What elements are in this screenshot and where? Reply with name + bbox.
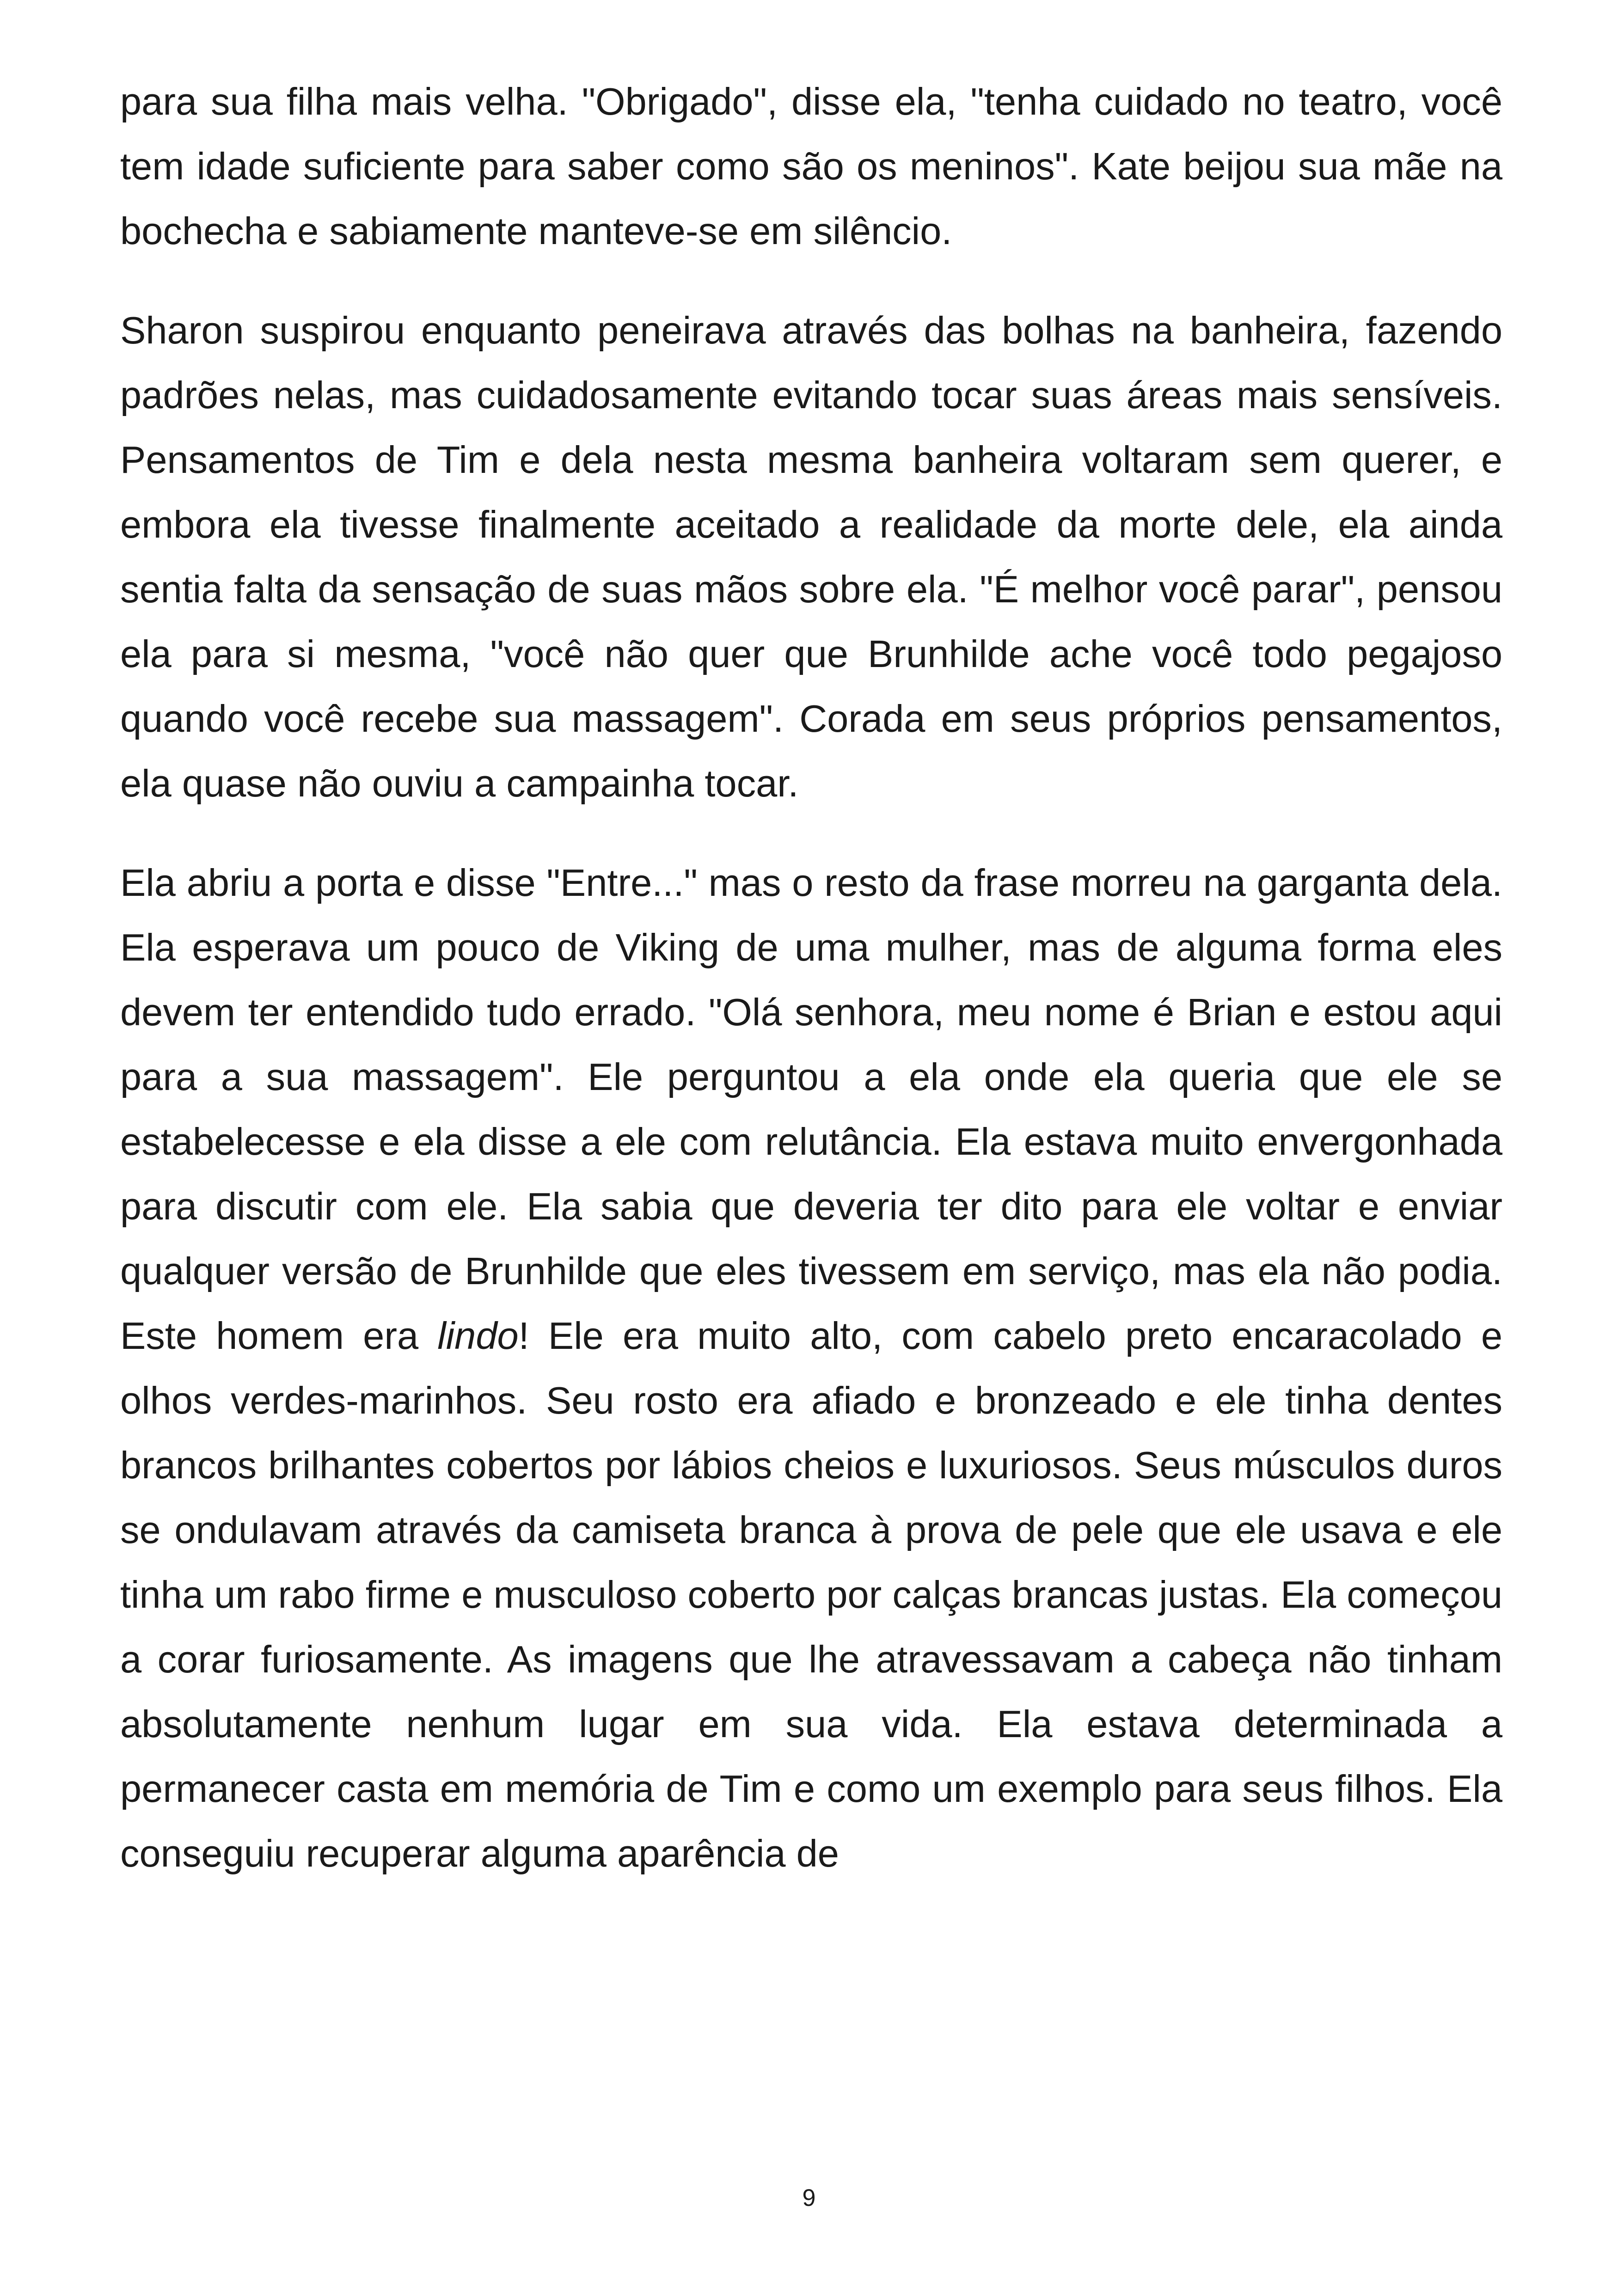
page-number: 9: [802, 2185, 816, 2211]
paragraph-1: para sua filha mais velha. "Obrigado", disse ela, "tenha cuidado no teatro, você tem idade suficiente para saber como são os meninos". Kate beijou sua mãe na bochecha e sabiamente manteve-se em silêncio.: [120, 80, 1502, 252]
paragraph-3-text-b: ! Ele era muito alto, com cabelo preto encaracolado e olhos verdes-marinhos. Seu rosto era afiado e bronzeado e ele tinha dentes brancos brilhantes cobertos por lábios cheios e luxuriosos. Seus músculos duros se ondulavam através da camiseta branca à prova de pele que ele usava e ele tinha um rabo firme e musculoso coberto por calças brancas justas. Ela começou a corar furiosamente. As imagens que lhe atravessavam a cabeça não tinham absolutamente nenhum lugar em sua vida. Ela estava determinada a permanecer casta em memória de Tim e como um exemplo para seus filhos. Ela conseguiu recuperar alguma aparência de: [120, 1314, 1502, 1875]
body-text: [120, 69, 1502, 1886]
paragraph-3: [120, 851, 1502, 1886]
paragraph-2: Sharon suspirou enquanto peneirava através das bolhas na banheira, fazendo padrões nelas, mas cuidadosamente evitando tocar suas áreas mais sensíveis. Pensamentos de Tim e dela nesta mesma banheira voltaram sem querer, e embora ela tivesse finalmente aceitado a realidade da morte dele, ela ainda sentia falta da sensação de suas mãos sobre ela. "É melhor você parar", pensou ela para si mesma, "você não quer que Brunhilde ache você todo pegajoso quando você recebe sua massagem". Corada em seus próprios pensamentos, ela quase não ouviu a campainha tocar.: [120, 309, 1502, 805]
paragraph-3-italic-word: lindo: [437, 1314, 519, 1357]
paragraph-3-text-a: Ela abriu a porta e disse "Entre..." mas o resto da frase morreu na garganta dela. Ela esperava um pouco de Viking de uma mulher, mas de alguma forma eles devem ter entendido tudo errado. "Olá senhora, meu nome é Brian e estou aqui para a sua massagem". Ele perguntou a ela onde ela queria que ele se estabelecesse e ela disse a ele com relutância. Ela estava muito envergonhada para discutir com ele. Ela sabia que deveria ter dito para ele voltar e enviar qualquer versão de Brunhilde que eles tivessem em serviço, mas ela não podia. Este homem era: [120, 861, 1502, 1357]
